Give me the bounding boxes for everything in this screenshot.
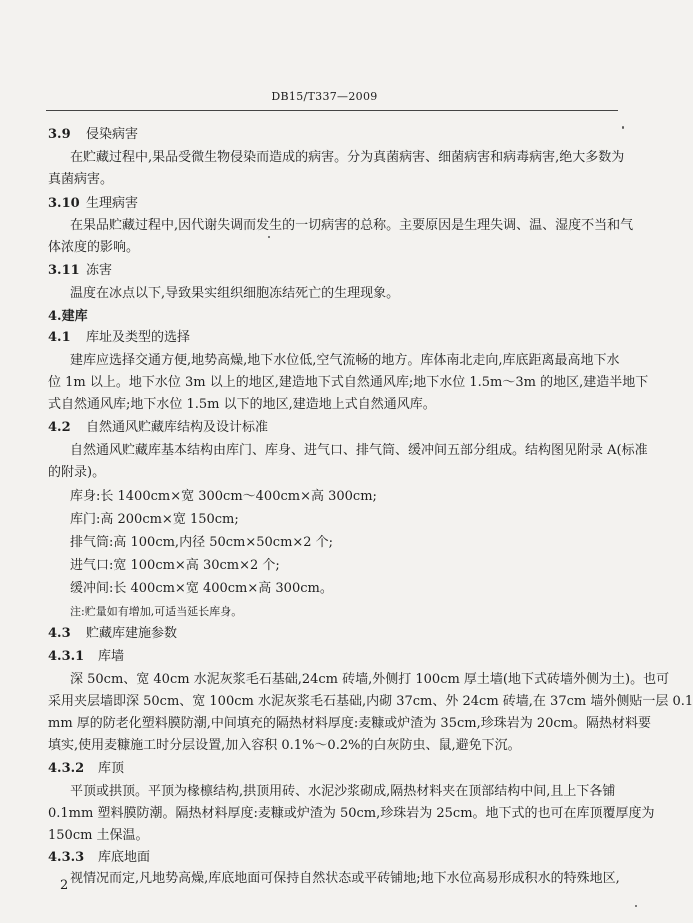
paragraph-line: 温度在冰点以下,导致果实组织细胞冻结死亡的生理现象。 xyxy=(70,286,400,301)
section-number: 4.3.3 xyxy=(48,850,85,865)
paragraph-line: mm 厚的防老化塑料膜防潮,中间填充的隔热材料厚度:麦糠或炉渣为 35cm,珍珠岩为 20cm。隔热材料要 xyxy=(48,716,651,731)
paragraph-line: 采用夹层墙即深 50cm、宽 100cm 水泥灰浆毛石基础,内砌 37cm、外 24cm 砖墙,在 37cm 墙外侧贴一层 0.1 xyxy=(48,694,693,709)
section-title: 库墙 xyxy=(98,649,125,664)
section-title: 生理病害 xyxy=(86,196,139,211)
heading-4-3-3 xyxy=(48,850,608,866)
heading-4: 4.建库 xyxy=(48,309,88,324)
section-title: 库顶 xyxy=(98,761,125,776)
paragraph-line: 的附录)。 xyxy=(48,465,106,480)
note: 注:贮量如有增加,可适当延长库身。 xyxy=(70,605,243,618)
paragraph-line: 在贮藏过程中,果品受微生物侵染而造成的病害。分为真菌病害、细菌病害和病毒病害,绝大多数为 xyxy=(70,150,625,165)
heading-4-2 xyxy=(48,420,608,436)
heading-4-1 xyxy=(48,330,608,346)
paragraph-line: 体浓度的影响。 xyxy=(48,240,140,255)
header-rule xyxy=(46,110,618,111)
paragraph-line: 0.1mm 塑料膜防潮。隔热材料厚度:麦糠或炉渣为 50cm,珍珠岩为 25cm。地下式的也可在库顶覆厚度为 xyxy=(48,806,655,821)
section-number: 4.3.2 xyxy=(48,761,85,776)
heading-3-9 xyxy=(48,127,608,143)
section-number: 3.10 xyxy=(48,196,80,211)
spec-item: 库身:长 1400cm×宽 300cm～400cm×高 300cm; xyxy=(70,489,377,504)
section-title: 库底地面 xyxy=(98,850,151,865)
paragraph-line: 在果品贮藏过程中,因代谢失调而发生的一切病害的总称。主要原因是生理失调、温、湿度不当和气 xyxy=(70,218,634,233)
section-title: 库址及类型的选择 xyxy=(86,330,191,345)
paragraph-line: 自然通风贮藏库基本结构由库门、库身、进气口、排气筒、缓冲间五部分组成。结构图见附录 A(标准 xyxy=(70,443,648,458)
section-number: 4.3 xyxy=(48,626,71,641)
section-number: 3.9 xyxy=(48,127,71,142)
paragraph-line: 视情况而定,凡地势高燥,库底地面可保持自然状态或平砖铺地;地下水位高易形成积水的特殊地区, xyxy=(70,871,620,886)
spec-item: 排气筒:高 100cm,内径 50cm×50cm×2 个; xyxy=(70,535,334,550)
scan-speck xyxy=(268,236,270,238)
paragraph-line: 填实,使用麦糠施工时分层设置,加入容积 0.1%～0.2%的白灰防虫、鼠,避免下沉。 xyxy=(48,738,521,753)
spec-item: 库门:高 200cm×宽 150cm; xyxy=(70,512,239,527)
paragraph-line: 平顶或拱顶。平顶为椽檩结构,拱顶用砖、水泥沙浆砌成,隔热材料夹在顶部结构中间,且上下各铺 xyxy=(70,784,616,799)
scan-speck xyxy=(622,126,624,129)
paragraph-line: 建库应选择交通方便,地势高燥,地下水位低,空气流畅的地方。库体南北走向,库底距离最高地下水 xyxy=(70,353,620,368)
section-number: 4.3.1 xyxy=(48,649,85,664)
spec-item: 进气口:宽 100cm×高 30cm×2 个; xyxy=(70,558,280,573)
section-title: 冻害 xyxy=(86,263,113,278)
heading-4-3-1 xyxy=(48,649,608,665)
section-title: 贮藏库建施参数 xyxy=(86,626,178,641)
paragraph-line: 150cm 土保温。 xyxy=(48,828,149,843)
section-title: 侵染病害 xyxy=(86,127,139,142)
paragraph-line: 位 1m 以上。地下水位 3m 以上的地区,建造地下式自然通风库;地下水位 1.5m～3m 的地区,建造半地下 xyxy=(48,375,649,390)
paragraph-line: 式自然通风库;地下水位 1.5m 以下的地区,建造地上式自然通风库。 xyxy=(48,397,436,412)
heading-3-11 xyxy=(48,263,608,279)
standard-code-header: DB15/T337—2009 xyxy=(271,90,378,103)
section-title: 自然通风贮藏库结构及设计标准 xyxy=(86,420,269,435)
heading-4-3-2 xyxy=(48,761,608,777)
paragraph-line: 真菌病害。 xyxy=(48,172,114,187)
page-number: 2 xyxy=(60,878,69,893)
spec-item: 缓冲间:长 400cm×宽 400cm×高 300cm。 xyxy=(70,581,333,596)
heading-4-3 xyxy=(48,626,608,642)
section-number: 4.1 xyxy=(48,330,71,345)
section-number: 4.2 xyxy=(48,420,71,435)
heading-3-10 xyxy=(48,196,608,212)
scan-speck xyxy=(635,905,637,907)
section-number: 3.11 xyxy=(48,263,80,278)
paragraph-line: 深 50cm、宽 40cm 水泥灰浆毛石基础,24cm 砖墙,外侧打 100cm 厚土墙(地下式砖墙外侧为土)。也可 xyxy=(70,672,670,687)
